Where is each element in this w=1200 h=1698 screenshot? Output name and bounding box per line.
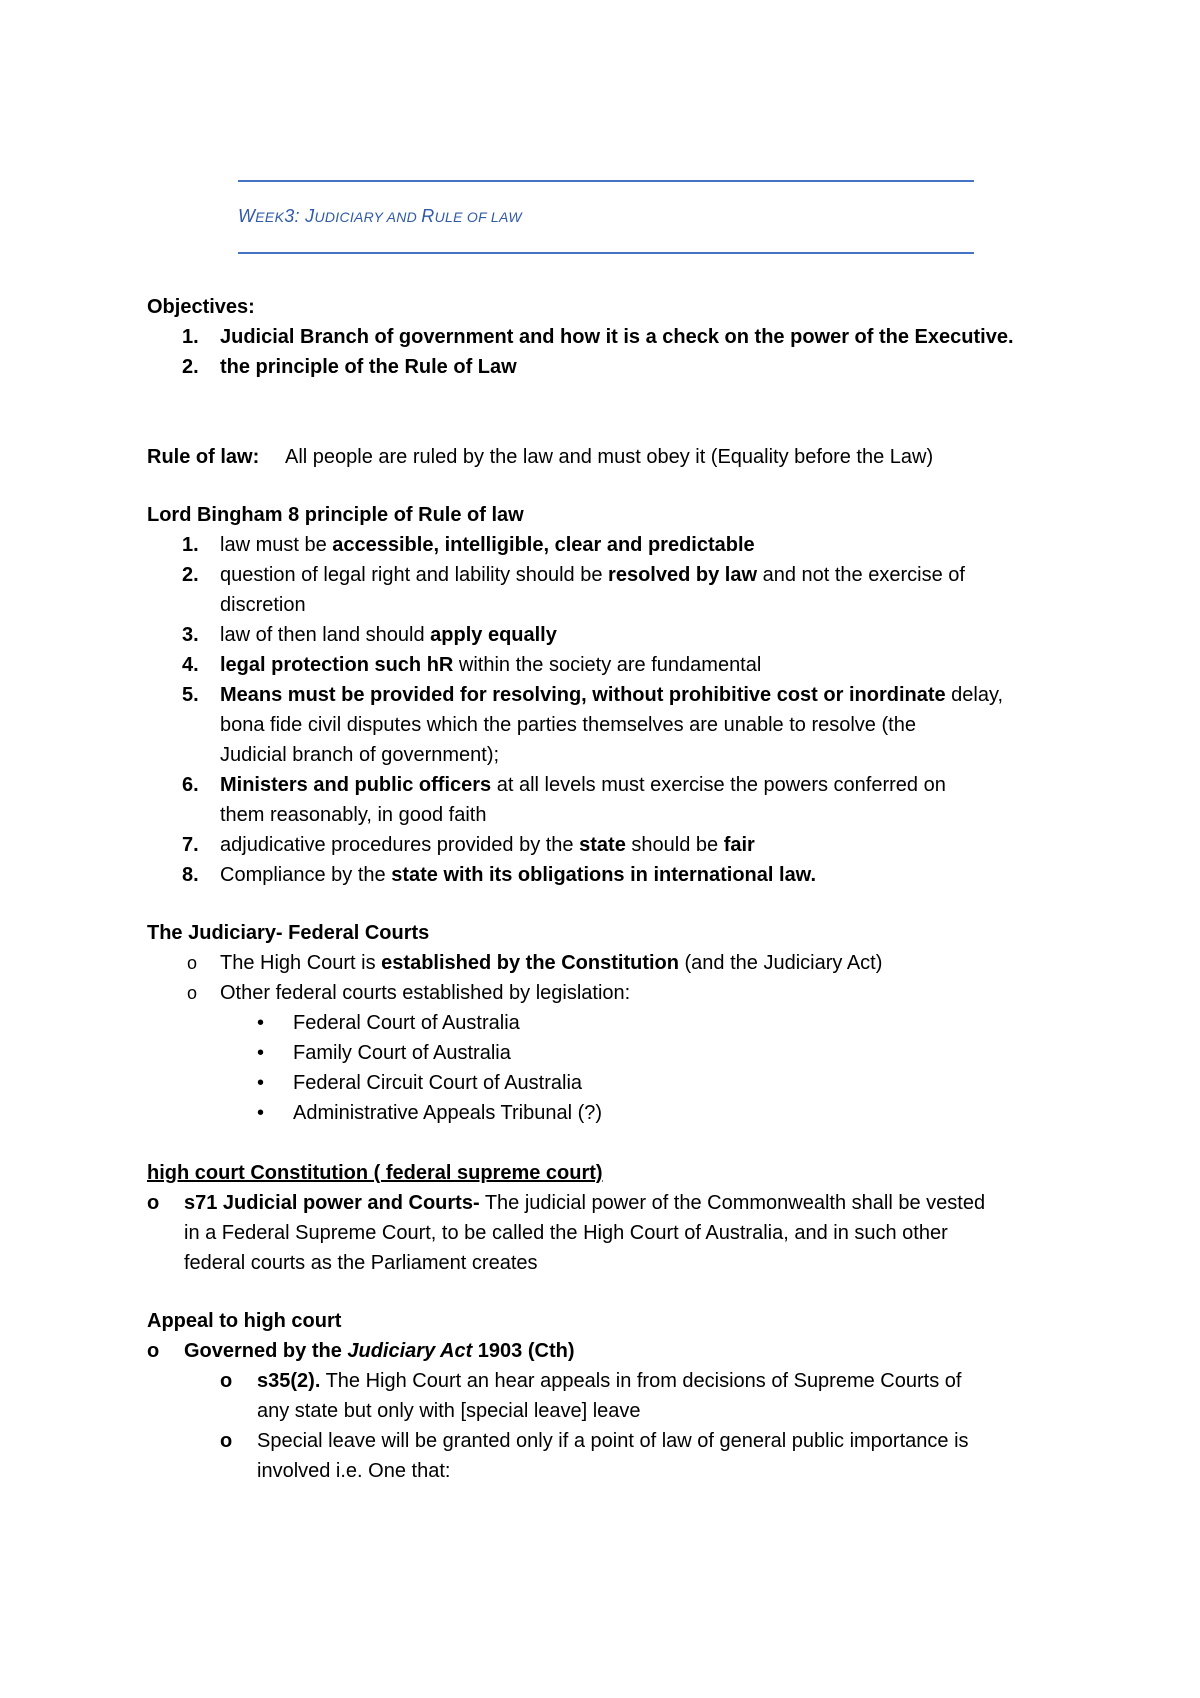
appeal-section: Appeal to high court o Governed by the Judiciary Act 1903 (Cth) o s35(2). The High Court an hear appeals in from decisions of Supreme Courts of any state but only with [special leave] leave o Special leave will be granted only if a point of law of general public importance is involved i.e. One that: xyxy=(147,1306,1087,1486)
list-item: 4. legal protection such hR within the society are fundamental xyxy=(182,654,762,676)
hc-constitution-section: high court Constitution ( federal supreme court) o s71 Judicial power and Courts- The judicial power of the Commonwealth shall be vested in a Federal Supreme Court, to be called the High Court of Australia, and in such other federal courts as the Parliament creates xyxy=(147,1158,1087,1278)
bingham-section: Lord Bingham 8 principle of Rule of law 1. law must be accessible, intelligible, clear and predictable 2. question of legal right and lability should be resolved by law and not the exercise of discretion 3. law of then land should apply equally 4. legal protection such hR within the society are fundamental 5. Means must be provided for resolving, without prohibitive cost or inordinate delay, bona fide civil disputes which the parties themselves are unable to resolve (the Judicial branch of government); 6. Ministers and public officers at all levels must exercise the powers conferred on them reasonably, in good faith 7. adjudicative procedures provided by the state should be fair 8. Compliance by the state with its obligations in international law. xyxy=(147,500,1087,890)
header-rule-top xyxy=(238,180,974,182)
list-item: o Governed by the Judiciary Act 1903 (Cth) xyxy=(147,1340,575,1362)
header-rule-bottom xyxy=(238,252,974,254)
appeal-heading: Appeal to high court xyxy=(147,1310,342,1332)
list-item: o s71 Judicial power and Courts- The judicial power of the Commonwealth shall be vested xyxy=(147,1192,986,1214)
list-item: 2. question of legal right and lability should be resolved by law and not the exercise of xyxy=(182,564,965,586)
objectives-heading: Objectives: xyxy=(147,296,255,318)
list-item: 6. Ministers and public officers at all levels must exercise the powers conferred on xyxy=(182,774,946,796)
page-title: WEEK3: JUDICIARY AND RULE OF LAW xyxy=(238,206,522,226)
hc-constitution-heading: high court Constitution ( federal supreme court) xyxy=(147,1162,603,1184)
list-item: 2. the principle of the Rule of Law xyxy=(182,356,517,378)
list-item: 5. Means must be provided for resolving, without prohibitive cost or inordinate delay, xyxy=(182,684,1004,706)
objectives-section xyxy=(147,292,1087,382)
list-item: 1. Judicial Branch of government and how it is a check on the power of the Executive. xyxy=(182,326,1014,348)
list-item: 1. law must be accessible, intelligible, clear and predictable xyxy=(182,534,755,556)
list-item: 3. law of then land should apply equally xyxy=(182,624,557,646)
bingham-heading: Lord Bingham 8 principle of Rule of law xyxy=(147,504,524,526)
list-item: • Federal Circuit Court of Australia xyxy=(257,1072,583,1094)
list-item: o The High Court is established by the Constitution (and the Judiciary Act) xyxy=(187,952,883,974)
list-item: o s35(2). The High Court an hear appeals in from decisions of Supreme Courts of xyxy=(220,1370,962,1392)
list-item: 7. adjudicative procedures provided by the state should be fair xyxy=(182,834,755,856)
list-item: o Special leave will be granted only if a point of law of general public importance is xyxy=(220,1430,969,1452)
list-item: • Federal Court of Australia xyxy=(257,1012,520,1034)
judiciary-heading: The Judiciary- Federal Courts xyxy=(147,922,430,944)
list-item: 8. Compliance by the state with its obligations in international law. xyxy=(182,864,817,886)
list-item: • Family Court of Australia xyxy=(257,1042,511,1064)
list-item: o Other federal courts established by legislation: xyxy=(187,982,631,1004)
judiciary-section xyxy=(147,918,1087,1128)
list-item: • Administrative Appeals Tribunal (?) xyxy=(257,1102,603,1124)
rule-of-law-definition: Rule of law: All people are ruled by the law and must obey it (Equality before the Law) xyxy=(147,446,934,468)
